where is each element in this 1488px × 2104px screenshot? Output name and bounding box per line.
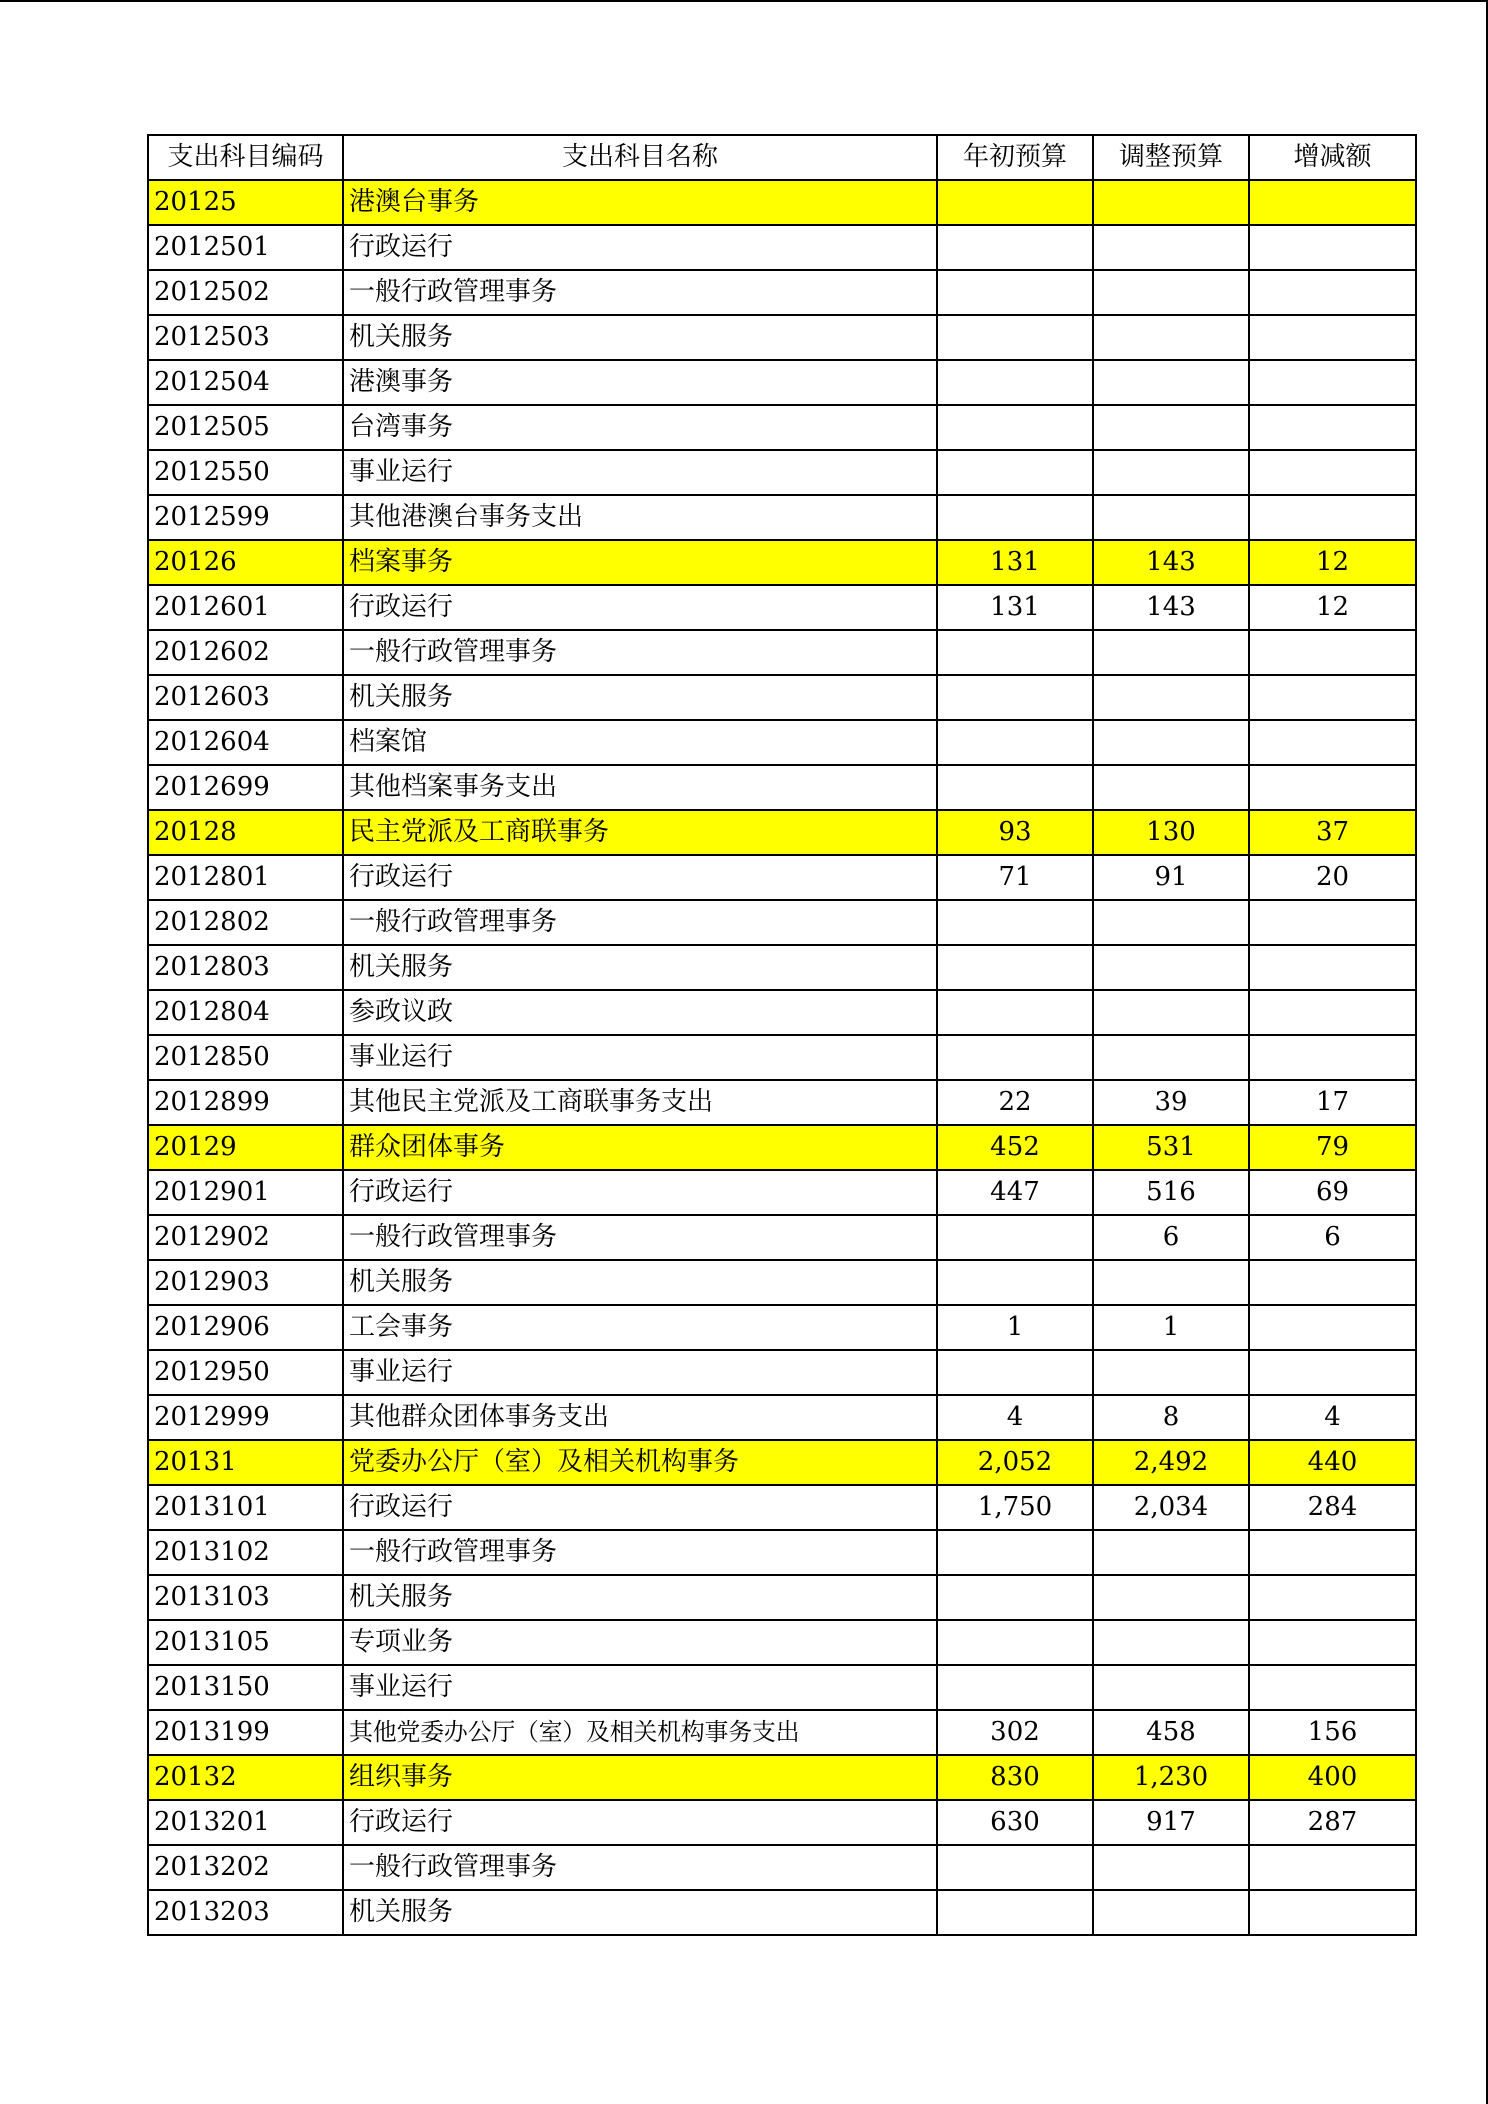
cell-initial-budget <box>937 1260 1093 1305</box>
table-row <box>148 405 1416 450</box>
table-row <box>148 360 1416 405</box>
cell-name: 事业运行 <box>343 1665 937 1710</box>
table-body <box>148 180 1416 1935</box>
cell-code: 2013203 <box>148 1890 343 1935</box>
cell-change <box>1249 1260 1416 1305</box>
cell-code: 2012803 <box>148 945 343 990</box>
cell-change: 284 <box>1249 1485 1416 1530</box>
cell-code: 2012599 <box>148 495 343 540</box>
cell-code: 2013102 <box>148 1530 343 1575</box>
cell-code: 2012902 <box>148 1215 343 1260</box>
cell-change: 6 <box>1249 1215 1416 1260</box>
cell-change: 69 <box>1249 1170 1416 1215</box>
cell-adjusted-budget <box>1093 495 1249 540</box>
cell-code: 2012502 <box>148 270 343 315</box>
cell-initial-budget <box>937 1215 1093 1260</box>
table-row-category <box>148 1440 1416 1485</box>
cell-name: 行政运行 <box>343 1800 937 1845</box>
table-row <box>148 1620 1416 1665</box>
cell-initial-budget <box>937 180 1093 225</box>
cell-adjusted-budget: 2,034 <box>1093 1485 1249 1530</box>
cell-initial-budget <box>937 1530 1093 1575</box>
cell-change: 156 <box>1249 1710 1416 1755</box>
cell-change: 287 <box>1249 1800 1416 1845</box>
cell-name: 档案事务 <box>343 540 937 585</box>
cell-change: 400 <box>1249 1755 1416 1800</box>
cell-name: 台湾事务 <box>343 405 937 450</box>
cell-adjusted-budget <box>1093 1035 1249 1080</box>
cell-code: 2012603 <box>148 675 343 720</box>
table-row <box>148 585 1416 630</box>
cell-initial-budget <box>937 495 1093 540</box>
cell-name: 行政运行 <box>343 1170 937 1215</box>
cell-initial-budget: 302 <box>937 1710 1093 1755</box>
cell-change: 440 <box>1249 1440 1416 1485</box>
cell-adjusted-budget <box>1093 675 1249 720</box>
cell-initial-budget: 4 <box>937 1395 1093 1440</box>
cell-adjusted-budget: 516 <box>1093 1170 1249 1215</box>
table-row <box>148 1845 1416 1890</box>
cell-initial-budget <box>937 315 1093 360</box>
cell-code: 20132 <box>148 1755 343 1800</box>
header-initial-budget: 年初预算 <box>937 135 1093 180</box>
cell-change <box>1249 1575 1416 1620</box>
cell-name: 行政运行 <box>343 585 937 630</box>
cell-adjusted-budget <box>1093 900 1249 945</box>
cell-name: 其他港澳台事务支出 <box>343 495 937 540</box>
table-row <box>148 1575 1416 1620</box>
cell-initial-budget <box>937 675 1093 720</box>
cell-change <box>1249 675 1416 720</box>
cell-change <box>1249 1665 1416 1710</box>
cell-name: 工会事务 <box>343 1305 937 1350</box>
cell-name: 一般行政管理事务 <box>343 1530 937 1575</box>
table-row <box>148 720 1416 765</box>
cell-adjusted-budget <box>1093 315 1249 360</box>
cell-code: 2012699 <box>148 765 343 810</box>
cell-change: 37 <box>1249 810 1416 855</box>
table-row <box>148 1800 1416 1845</box>
cell-name: 党委办公厅（室）及相关机构事务 <box>343 1440 937 1485</box>
cell-name: 机关服务 <box>343 315 937 360</box>
cell-adjusted-budget <box>1093 225 1249 270</box>
cell-change <box>1249 1890 1416 1935</box>
cell-name: 机关服务 <box>343 945 937 990</box>
page-border-top <box>0 0 1488 2</box>
cell-change <box>1249 945 1416 990</box>
cell-initial-budget: 630 <box>937 1800 1093 1845</box>
cell-initial-budget <box>937 1620 1093 1665</box>
cell-change <box>1249 315 1416 360</box>
cell-change <box>1249 270 1416 315</box>
cell-change <box>1249 405 1416 450</box>
table-row <box>148 1710 1416 1755</box>
cell-name: 组织事务 <box>343 1755 937 1800</box>
cell-initial-budget <box>937 405 1093 450</box>
table-header-row <box>148 135 1416 180</box>
table-row <box>148 945 1416 990</box>
cell-code: 2012906 <box>148 1305 343 1350</box>
cell-name: 港澳事务 <box>343 360 937 405</box>
header-adjusted-budget: 调整预算 <box>1093 135 1249 180</box>
cell-name: 其他党委办公厅（室）及相关机构事务支出 <box>343 1710 937 1755</box>
cell-initial-budget <box>937 630 1093 675</box>
cell-code: 2013105 <box>148 1620 343 1665</box>
cell-initial-budget <box>937 270 1093 315</box>
cell-change: 79 <box>1249 1125 1416 1170</box>
cell-initial-budget <box>937 1890 1093 1935</box>
cell-code: 2012899 <box>148 1080 343 1125</box>
cell-change <box>1249 1035 1416 1080</box>
table-row <box>148 1260 1416 1305</box>
cell-code: 2013101 <box>148 1485 343 1530</box>
cell-change: 20 <box>1249 855 1416 900</box>
cell-code: 20126 <box>148 540 343 585</box>
cell-adjusted-budget: 130 <box>1093 810 1249 855</box>
cell-name: 港澳台事务 <box>343 180 937 225</box>
cell-initial-budget: 2,052 <box>937 1440 1093 1485</box>
cell-change <box>1249 1305 1416 1350</box>
cell-initial-budget: 131 <box>937 540 1093 585</box>
cell-code: 2012503 <box>148 315 343 360</box>
cell-adjusted-budget: 917 <box>1093 1800 1249 1845</box>
cell-name: 事业运行 <box>343 450 937 495</box>
cell-code: 2012601 <box>148 585 343 630</box>
cell-code: 2013201 <box>148 1800 343 1845</box>
cell-code: 2012950 <box>148 1350 343 1395</box>
cell-code: 2012850 <box>148 1035 343 1080</box>
cell-code: 20125 <box>148 180 343 225</box>
cell-initial-budget <box>937 1035 1093 1080</box>
header-name: 支出科目名称 <box>343 135 937 180</box>
cell-name: 一般行政管理事务 <box>343 1845 937 1890</box>
cell-change <box>1249 1620 1416 1665</box>
table-row <box>148 1170 1416 1215</box>
table-row <box>148 1035 1416 1080</box>
table-row <box>148 1485 1416 1530</box>
cell-adjusted-budget <box>1093 270 1249 315</box>
table-row <box>148 1530 1416 1575</box>
cell-adjusted-budget: 1,230 <box>1093 1755 1249 1800</box>
table-row-category <box>148 540 1416 585</box>
cell-adjusted-budget: 2,492 <box>1093 1440 1249 1485</box>
cell-initial-budget <box>937 1665 1093 1710</box>
table-row <box>148 1395 1416 1440</box>
cell-adjusted-budget: 143 <box>1093 585 1249 630</box>
cell-adjusted-budget: 91 <box>1093 855 1249 900</box>
cell-change: 4 <box>1249 1395 1416 1440</box>
cell-change: 17 <box>1249 1080 1416 1125</box>
cell-change: 12 <box>1249 585 1416 630</box>
table-row <box>148 765 1416 810</box>
cell-code: 2012801 <box>148 855 343 900</box>
cell-initial-budget: 830 <box>937 1755 1093 1800</box>
cell-adjusted-budget <box>1093 180 1249 225</box>
cell-adjusted-budget <box>1093 1260 1249 1305</box>
cell-adjusted-budget: 8 <box>1093 1395 1249 1440</box>
cell-name: 群众团体事务 <box>343 1125 937 1170</box>
cell-code: 2012999 <box>148 1395 343 1440</box>
cell-adjusted-budget <box>1093 1845 1249 1890</box>
cell-name: 其他群众团体事务支出 <box>343 1395 937 1440</box>
cell-adjusted-budget: 531 <box>1093 1125 1249 1170</box>
cell-initial-budget <box>937 225 1093 270</box>
table-row <box>148 450 1416 495</box>
table-row <box>148 1890 1416 1935</box>
cell-adjusted-budget <box>1093 1620 1249 1665</box>
cell-name: 一般行政管理事务 <box>343 630 937 675</box>
cell-initial-budget: 131 <box>937 585 1093 630</box>
cell-code: 2012901 <box>148 1170 343 1215</box>
cell-initial-budget <box>937 990 1093 1035</box>
cell-initial-budget <box>937 450 1093 495</box>
table-row-category <box>148 180 1416 225</box>
cell-initial-budget: 71 <box>937 855 1093 900</box>
cell-adjusted-budget <box>1093 720 1249 765</box>
cell-change <box>1249 1530 1416 1575</box>
cell-initial-budget: 1,750 <box>937 1485 1093 1530</box>
table-row <box>148 495 1416 540</box>
cell-initial-budget <box>937 360 1093 405</box>
cell-code: 2013202 <box>148 1845 343 1890</box>
cell-initial-budget <box>937 1845 1093 1890</box>
cell-name: 行政运行 <box>343 1485 937 1530</box>
table-row <box>148 1080 1416 1125</box>
cell-code: 2012550 <box>148 450 343 495</box>
cell-adjusted-budget <box>1093 1665 1249 1710</box>
cell-initial-budget: 447 <box>937 1170 1093 1215</box>
table-row <box>148 225 1416 270</box>
cell-change <box>1249 495 1416 540</box>
cell-name: 事业运行 <box>343 1035 937 1080</box>
cell-code: 2013103 <box>148 1575 343 1620</box>
table-row <box>148 855 1416 900</box>
cell-adjusted-budget <box>1093 1530 1249 1575</box>
cell-name: 其他档案事务支出 <box>343 765 937 810</box>
cell-adjusted-budget <box>1093 990 1249 1035</box>
table-row <box>148 1215 1416 1260</box>
budget-table <box>147 134 1417 1936</box>
cell-initial-budget: 452 <box>937 1125 1093 1170</box>
cell-change <box>1249 1350 1416 1395</box>
cell-initial-budget <box>937 1350 1093 1395</box>
cell-name: 参政议政 <box>343 990 937 1035</box>
cell-name: 一般行政管理事务 <box>343 1215 937 1260</box>
cell-change <box>1249 630 1416 675</box>
cell-change <box>1249 180 1416 225</box>
cell-initial-budget <box>937 945 1093 990</box>
cell-adjusted-budget: 458 <box>1093 1710 1249 1755</box>
cell-name: 专项业务 <box>343 1620 937 1665</box>
cell-change <box>1249 765 1416 810</box>
cell-adjusted-budget: 6 <box>1093 1215 1249 1260</box>
cell-change <box>1249 900 1416 945</box>
cell-adjusted-budget <box>1093 945 1249 990</box>
cell-name: 民主党派及工商联事务 <box>343 810 937 855</box>
table-row-category <box>148 1755 1416 1800</box>
cell-code: 2012802 <box>148 900 343 945</box>
cell-code: 2012501 <box>148 225 343 270</box>
cell-initial-budget <box>937 900 1093 945</box>
cell-code: 2012602 <box>148 630 343 675</box>
table-row <box>148 315 1416 360</box>
cell-adjusted-budget <box>1093 360 1249 405</box>
table-row-category <box>148 810 1416 855</box>
cell-adjusted-budget: 39 <box>1093 1080 1249 1125</box>
cell-change <box>1249 225 1416 270</box>
cell-adjusted-budget: 143 <box>1093 540 1249 585</box>
cell-name: 事业运行 <box>343 1350 937 1395</box>
cell-name: 行政运行 <box>343 855 937 900</box>
table-row <box>148 900 1416 945</box>
cell-change <box>1249 360 1416 405</box>
cell-initial-budget <box>937 720 1093 765</box>
cell-initial-budget: 22 <box>937 1080 1093 1125</box>
cell-change <box>1249 720 1416 765</box>
table-row <box>148 1665 1416 1710</box>
cell-adjusted-budget <box>1093 450 1249 495</box>
header-code: 支出科目编码 <box>148 135 343 180</box>
cell-name: 一般行政管理事务 <box>343 900 937 945</box>
cell-change <box>1249 990 1416 1035</box>
header-change: 增减额 <box>1249 135 1416 180</box>
cell-code: 20128 <box>148 810 343 855</box>
cell-initial-budget <box>937 1575 1093 1620</box>
cell-adjusted-budget: 1 <box>1093 1305 1249 1350</box>
cell-adjusted-budget <box>1093 765 1249 810</box>
cell-code: 2013199 <box>148 1710 343 1755</box>
cell-name: 档案馆 <box>343 720 937 765</box>
cell-initial-budget: 93 <box>937 810 1093 855</box>
cell-change <box>1249 450 1416 495</box>
cell-name: 机关服务 <box>343 1890 937 1935</box>
cell-name: 一般行政管理事务 <box>343 270 937 315</box>
cell-code: 2012903 <box>148 1260 343 1305</box>
cell-code: 2012505 <box>148 405 343 450</box>
cell-name: 机关服务 <box>343 1575 937 1620</box>
cell-code: 20131 <box>148 1440 343 1485</box>
cell-adjusted-budget <box>1093 1575 1249 1620</box>
cell-code: 20129 <box>148 1125 343 1170</box>
cell-adjusted-budget <box>1093 1890 1249 1935</box>
table-row <box>148 1305 1416 1350</box>
cell-name: 机关服务 <box>343 1260 937 1305</box>
table-row <box>148 990 1416 1035</box>
cell-code: 2013150 <box>148 1665 343 1710</box>
cell-name: 机关服务 <box>343 675 937 720</box>
cell-change: 12 <box>1249 540 1416 585</box>
table-row <box>148 630 1416 675</box>
table-row <box>148 270 1416 315</box>
table-row <box>148 1350 1416 1395</box>
cell-change <box>1249 1845 1416 1890</box>
cell-name: 其他民主党派及工商联事务支出 <box>343 1080 937 1125</box>
cell-adjusted-budget <box>1093 630 1249 675</box>
cell-name: 行政运行 <box>343 225 937 270</box>
cell-code: 2012804 <box>148 990 343 1035</box>
cell-adjusted-budget <box>1093 1350 1249 1395</box>
cell-initial-budget <box>937 765 1093 810</box>
table-row-category <box>148 1125 1416 1170</box>
cell-code: 2012504 <box>148 360 343 405</box>
cell-initial-budget: 1 <box>937 1305 1093 1350</box>
cell-adjusted-budget <box>1093 405 1249 450</box>
table-row <box>148 675 1416 720</box>
cell-code: 2012604 <box>148 720 343 765</box>
